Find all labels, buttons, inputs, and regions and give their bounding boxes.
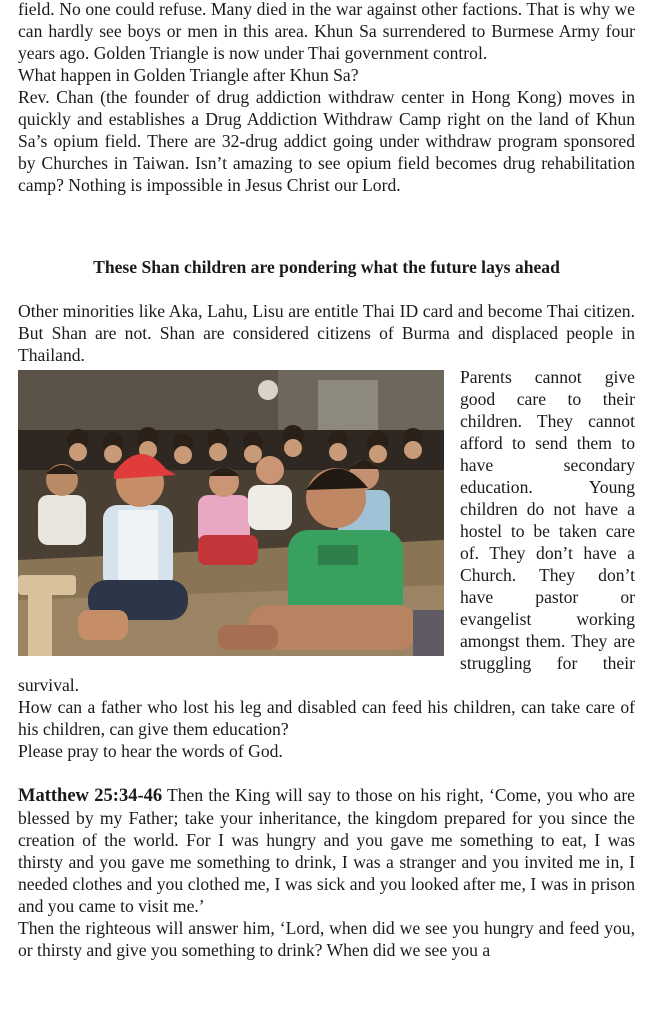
prayer-request: Please pray to hear the words of God. — [18, 741, 283, 761]
question-golden-triangle: What happen in Golden Triangle after Khun Sa? — [18, 65, 359, 85]
photo-caption: These Shan children are pondering what the future lays ahead — [93, 257, 560, 277]
scripture-text: Then the King will say to those on his right, ‘Come, you who are blessed by my Father; take your inheritance, the kingdom prepared for you since the creation of the world. For I was hungry and you gave me something to eat, I was thirsty and you gave me something to drink, I was a stranger and you invited me in, I needed clothes and you clothed me, I was sick and you looked after me, I was in prison and you came to visit me.’ — [18, 785, 635, 916]
paragraph-righteous: Then the righteous will answer him, ‘Lord, when did we see you hungry and feed you, or thirsty and give you something to drink? When did we see you a — [18, 918, 635, 960]
paragraph-parents: Parents cannot give good care to their children. They cannot afford to send them to have secondary education. Young children do not have a hostel to be taken care of. They don’t have a Church. They don’t have pastor or evangelist working amongst them. They are struggling for their survival. — [18, 367, 635, 695]
document-page — [18, 0, 635, 961]
paragraph-khun-sa: field. No one could refuse. Many died in the war against other factions. That is why we can hardly see boys or men in this area. Khun Sa surrendered to Burmese Army four years ago. Golden Triangle is now under Thai government control. — [18, 0, 635, 63]
children-photo — [18, 370, 444, 656]
paragraph-rev-chan: Rev. Chan (the founder of drug addiction withdraw center in Hong Kong) moves in quickly and establishes a Drug Addiction Withdraw Camp right on the land of Khun Sa’s opium field. There are 32-drug addict going under withdraw program sponsored by Churches in Taiwan. Isn’t amazing to see opium field becomes drug rehabilitation camp? Nothing is impossible in Jesus Christ our Lord. — [18, 87, 635, 195]
paragraph-father: How can a father who lost his leg and disabled can feed his children, can take care of his children, can give them education? — [18, 697, 635, 739]
paragraph-minorities: Other minorities like Aka, Lahu, Lisu are entitle Thai ID card and become Thai citizen. But Shan are not. Shan are considered citizens of Burma and displaced people in Thailand. — [18, 301, 635, 365]
scripture-passage — [18, 784, 635, 917]
scripture-reference: Matthew 25:34-46 — [18, 786, 163, 806]
